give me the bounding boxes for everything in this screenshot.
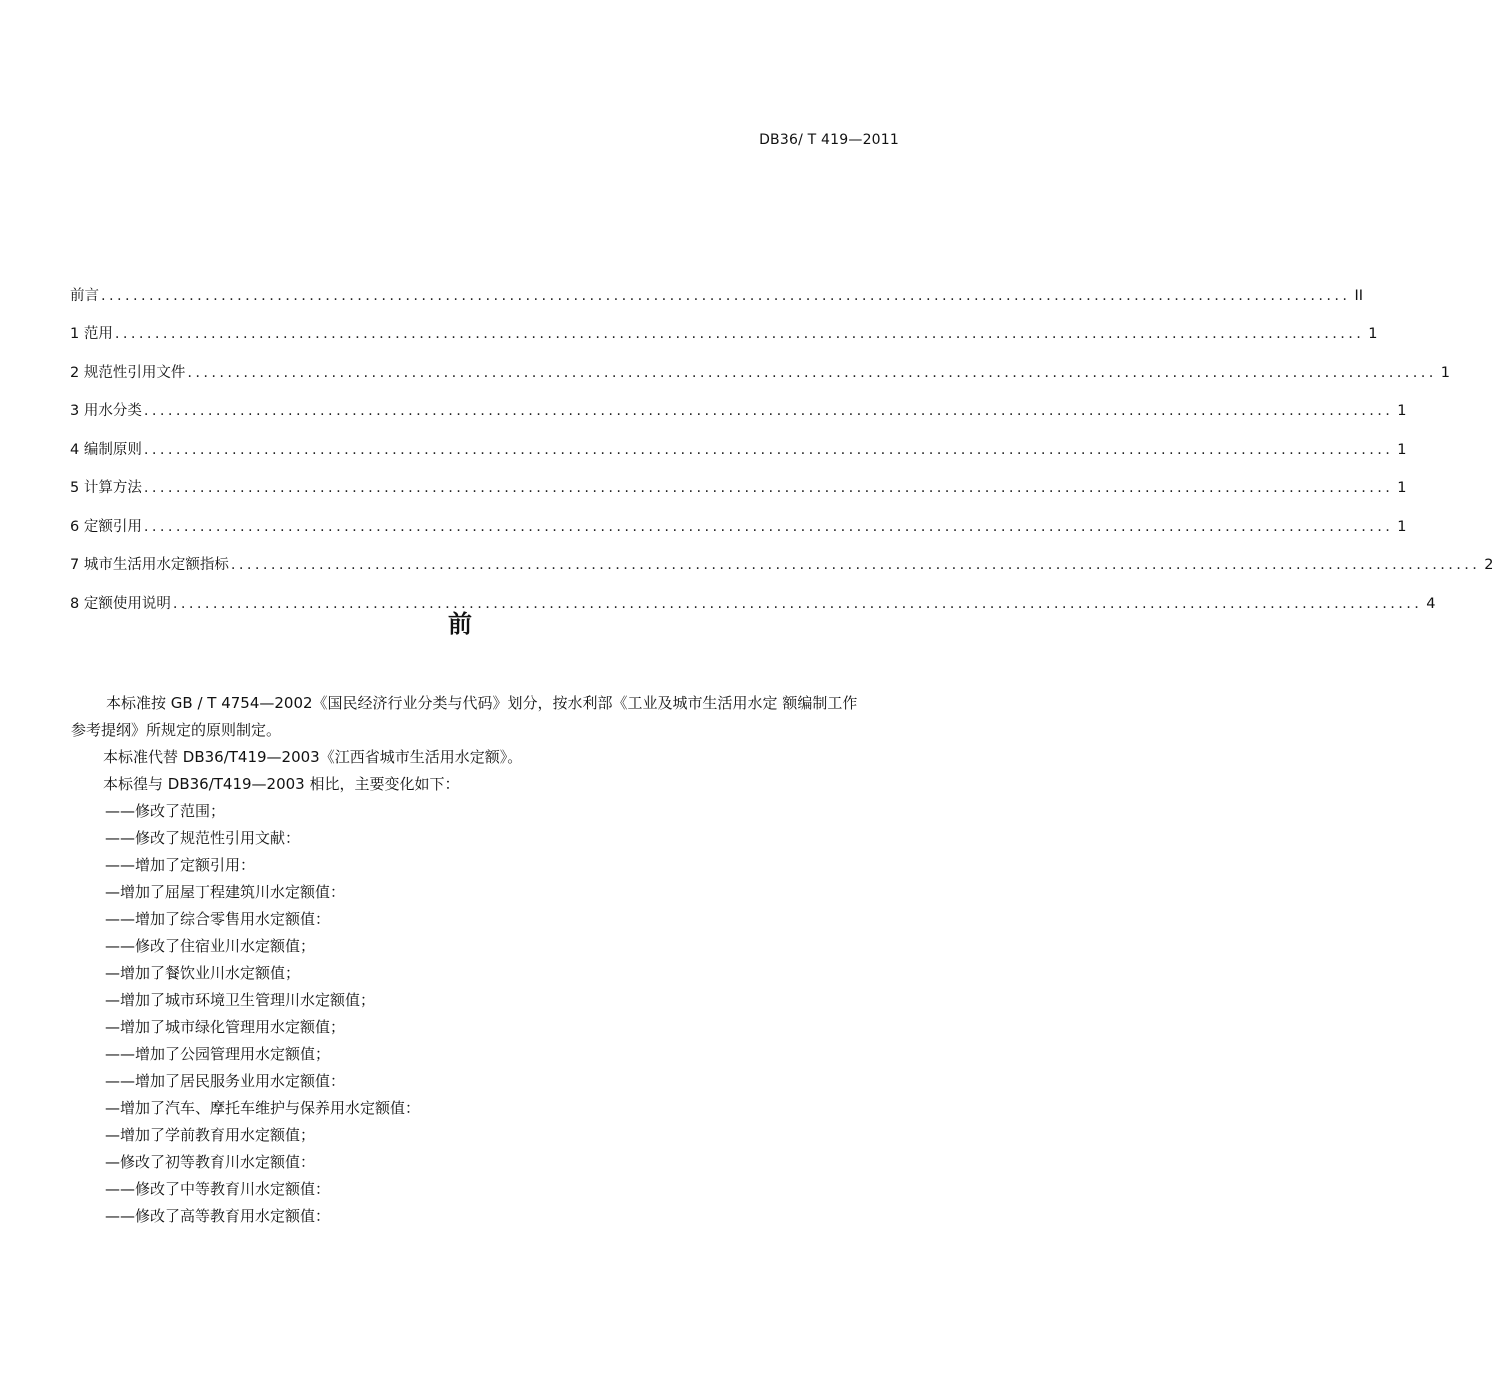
list-item: ——修改了中等教育川水定额值： <box>105 1180 331 1198</box>
list-item: —修改了初等教育川水定额值： <box>105 1153 316 1171</box>
list-item: —增加了城市环境卫生管理川水定额值； <box>105 991 376 1009</box>
toc-item-scope[interactable] <box>70 306 1378 345</box>
document-code: DB36/ T 419—2011 <box>759 132 899 148</box>
toc-item-normative-references[interactable] <box>70 344 1451 383</box>
toc-item-label: 7 城市生活用水定额指标 <box>70 557 229 573</box>
paragraph-replaces-standard: 本标准代替 DB36/T419—2003《江西省城市生活用水定额》。 <box>103 748 523 766</box>
toc-item-page: 1 <box>1440 364 1451 381</box>
toc-item-page: 2 <box>1484 557 1494 573</box>
list-item: —增加了学前教育用水定额值； <box>105 1126 316 1144</box>
toc-leader-dots: ............................................................................................................................................................ <box>230 557 1481 573</box>
toc-item-page: 4 <box>1426 595 1436 612</box>
toc-item-label: 8 定额使用说明 <box>70 595 171 612</box>
toc-item-label: 1 范用 <box>70 326 113 342</box>
toc-leader-dots: ............................................................................................................................................................ <box>187 364 1437 381</box>
toc-leader-dots: ............................................................................................................................................................ <box>101 287 1351 304</box>
toc-item-foreword[interactable] <box>70 267 1363 306</box>
toc-item-label: 5 计算方法 <box>70 480 142 496</box>
toc-item-page: 1 <box>1397 518 1407 535</box>
list-item: ——修改了规范性引用文献： <box>105 829 301 847</box>
toc-item-page: 1 <box>1397 480 1407 496</box>
toc-item-page: II <box>1354 287 1363 304</box>
toc-item-quota-reference[interactable] <box>70 498 1407 537</box>
list-item: ——增加了公园管理用水定额值； <box>105 1045 331 1063</box>
toc-leader-dots: ............................................................................................................................................................ <box>114 326 1365 342</box>
toc-item-water-classification[interactable] <box>70 383 1407 422</box>
list-item: ——增加了综合零售用水定额值： <box>105 910 331 928</box>
toc-item-label: 前言 <box>70 287 99 304</box>
list-item: —增加了餐饮业川水定额值； <box>105 964 301 982</box>
list-item: —增加了屈屋丁程建筑川水定额值： <box>105 883 346 901</box>
toc-leader-dots: ............................................................................................................................................................ <box>143 441 1394 458</box>
list-item: —增加了汽车、摩托车维护与保养用水定额值： <box>105 1099 421 1117</box>
table-of-contents <box>70 267 1494 614</box>
toc-leader-dots: ............................................................................................................................................................ <box>172 595 1423 612</box>
toc-leader-dots: ............................................................................................................................................................ <box>143 518 1394 535</box>
toc-item-page: 1 <box>1397 441 1407 458</box>
section-title: 前 <box>448 610 472 638</box>
toc-leader-dots: ............................................................................................................................................................ <box>143 480 1394 496</box>
list-item: ——修改了住宿业川水定额值； <box>105 937 316 955</box>
toc-item-label: 6 定额引用 <box>70 518 142 535</box>
toc-item-calculation-method[interactable] <box>70 460 1407 499</box>
paragraph-classification-basis: 本标准按 GB / T 4754—2002《国民经济行业分类与代码》划分，按水利部《工业及城市生活用水定 额编制工作参考提纲》所规定的原则制定。 <box>71 694 858 739</box>
toc-item-label: 2 规范性引用文件 <box>70 364 186 381</box>
list-item: ——增加了居民服务业用水定额值： <box>105 1072 346 1090</box>
toc-item-page: 1 <box>1397 403 1407 419</box>
paragraph-main-changes: 本标徨与 DB36/T419—2003 相比，主要变化如下： <box>103 775 460 793</box>
toc-item-label: 3 用水分类 <box>70 403 142 419</box>
toc-item-label: 4 编制原则 <box>70 441 142 458</box>
toc-item-quota-indicators[interactable] <box>70 537 1494 576</box>
list-item: ——修改了高等教育用水定额值： <box>105 1207 331 1225</box>
toc-leader-dots: ............................................................................................................................................................ <box>143 403 1394 419</box>
list-item: —增加了城市绿化管理用水定额值； <box>105 1018 346 1036</box>
list-item: ——增加了定额引用： <box>105 856 256 874</box>
toc-item-page: 1 <box>1368 326 1378 342</box>
foreword-body <box>71 690 871 1230</box>
toc-item-principles[interactable] <box>70 421 1407 460</box>
changes-list <box>71 798 871 1230</box>
list-item: ——修改了范围； <box>105 802 226 820</box>
